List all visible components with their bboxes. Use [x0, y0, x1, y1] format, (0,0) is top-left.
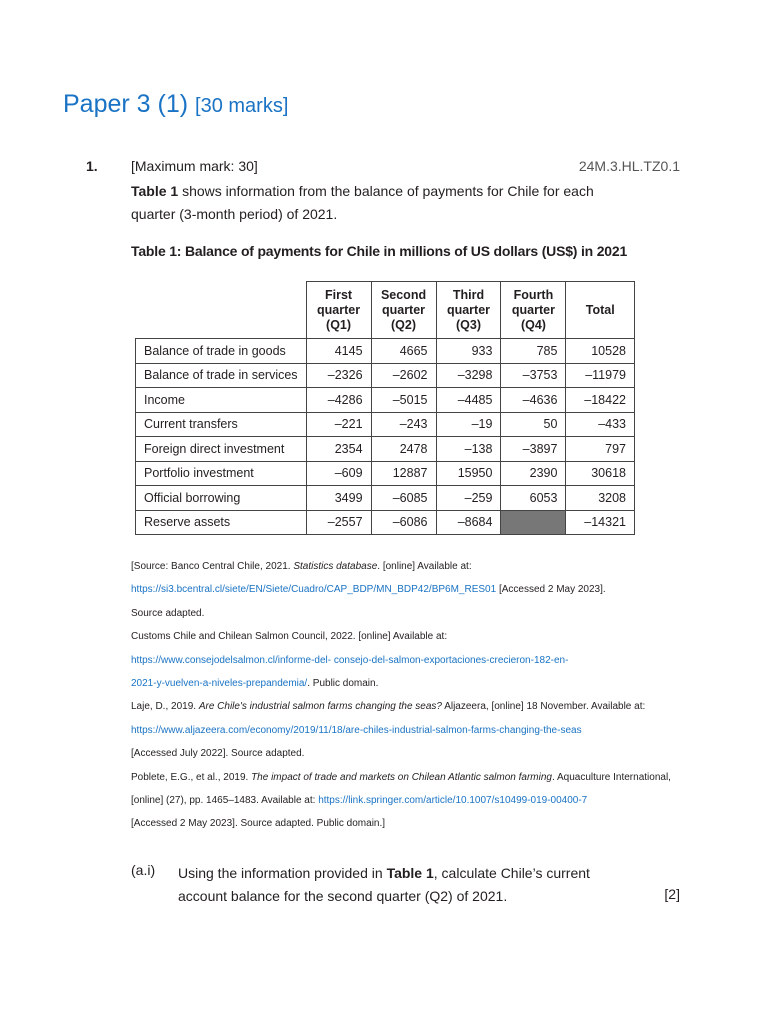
header-q3-line2: quarter	[446, 302, 491, 317]
cell-q2: –6085	[371, 486, 436, 511]
cell-q3: 933	[436, 339, 501, 364]
source-text: [Accessed 2 May 2023].	[496, 584, 606, 596]
row-label: Balance of trade in services	[136, 363, 307, 388]
cell-q4: –4636	[501, 388, 566, 413]
source-link[interactable]: https://www.aljazeera.com/economy/2019/11/18/are-chiles-industrial-salmon-farms-changing-the-seas	[131, 724, 582, 736]
maximum-mark: [Maximum mark: 30]	[131, 158, 258, 174]
table-reference: Table 1	[131, 183, 179, 199]
intro-text: shows information from the balance of payments for Chile for each quarter (3-month period) of 2021.	[131, 183, 594, 222]
cell-q2: –2602	[371, 363, 436, 388]
source-text: Aljazeera, [online] 18 November. Available at:	[441, 701, 646, 713]
source-line	[131, 695, 691, 718]
cell-q1: 3499	[306, 486, 371, 511]
cell-total: –11979	[566, 363, 635, 388]
question-number: 1.	[86, 158, 98, 174]
table-header-row	[136, 282, 635, 339]
cell-total: –18422	[566, 388, 635, 413]
cell-q1: –2326	[306, 363, 371, 388]
row-label: Balance of trade in goods	[136, 339, 307, 364]
cell-q1: –221	[306, 412, 371, 437]
source-text: Poblete, E.G., et al., 2019.	[131, 771, 252, 783]
header-q1	[306, 282, 371, 339]
cell-total: 797	[566, 437, 635, 462]
row-label: Current transfers	[136, 412, 307, 437]
header-q1-line3: (Q1)	[326, 317, 352, 332]
part-table-reference: Table 1	[386, 865, 434, 881]
source-line	[131, 742, 691, 765]
source-link[interactable]: 2021-y-vuelven-a-niveles-prepandemia/	[131, 678, 308, 690]
cell-q1: –2557	[306, 510, 371, 535]
source-text: . Aquaculture International,	[551, 771, 671, 783]
source-line	[131, 649, 691, 672]
source-line	[131, 602, 691, 625]
cell-q4: 50	[501, 412, 566, 437]
header-q4-line2: quarter	[511, 302, 555, 317]
header-q2-line2: quarter	[381, 302, 426, 317]
cell-q4: 6053	[501, 486, 566, 511]
source-italic: Statistics database	[293, 561, 378, 572]
table-row	[136, 510, 635, 535]
source-link[interactable]: https://link.springer.com/article/10.1007/s10499-019-00400-7	[318, 795, 588, 807]
question-intro	[131, 180, 631, 226]
source-italic: The impact of trade and markets on Chilean Atlantic salmon farming	[251, 771, 552, 783]
row-label: Reserve assets	[136, 510, 307, 535]
header-total	[566, 282, 635, 339]
source-text: Source adapted.	[131, 607, 205, 619]
cell-q4: –3753	[501, 363, 566, 388]
cell-total: 3208	[566, 486, 635, 511]
cell-q1: 2354	[306, 437, 371, 462]
table-row	[136, 461, 635, 486]
header-q2-line3: (Q2)	[391, 317, 417, 332]
source-text: [online] (27), pp. 1465–1483. Available at:	[131, 795, 319, 807]
header-q4	[501, 282, 566, 339]
source-italic: Are Chile's industrial salmon farms changing the seas?	[198, 701, 442, 713]
header-q1-line2: quarter	[317, 302, 361, 317]
cell-q4-shaded	[501, 510, 566, 535]
cell-total: –14321	[566, 510, 635, 535]
source-text: [Accessed 2 May 2023]. Source adapted. Public domain.]	[131, 818, 386, 830]
source-text: . Public domain.	[307, 678, 379, 690]
cell-q4: –3897	[501, 437, 566, 462]
table-row	[136, 388, 635, 413]
source-line	[131, 672, 691, 695]
source-line	[131, 766, 691, 789]
header-q2	[371, 282, 436, 339]
question-code: 24M.3.HL.TZ0.1	[578, 158, 680, 174]
table-row	[136, 486, 635, 511]
cell-q3: –19	[436, 412, 501, 437]
header-q1-line1: First	[325, 287, 353, 302]
cell-q3: 15950	[436, 461, 501, 486]
paper-title-text: Paper 3 (1)	[63, 90, 189, 118]
cell-q2: –243	[371, 412, 436, 437]
cell-q2: 2478	[371, 437, 436, 462]
row-label: Foreign direct investment	[136, 437, 307, 462]
source-line	[131, 812, 691, 835]
row-label: Official borrowing	[136, 486, 307, 511]
cell-q3: –4485	[436, 388, 501, 413]
row-label: Income	[136, 388, 307, 413]
cell-q4: 2390	[501, 461, 566, 486]
source-text: . [online] Available at:	[377, 561, 472, 572]
header-q4-line3: (Q4)	[520, 317, 546, 332]
header-blank-cell	[136, 282, 307, 339]
source-text: [Source: Banco Central Chile, 2021.	[131, 561, 294, 572]
cell-q1: –609	[306, 461, 371, 486]
source-line	[131, 625, 691, 648]
cell-q3: –3298	[436, 363, 501, 388]
source-link[interactable]: https://www.consejodelsalmon.cl/informe-del- consejo-del-salmon-exportaciones-crecieron-182-en-	[131, 654, 569, 666]
cell-total: 30618	[566, 461, 635, 486]
header-q3-line3: (Q3)	[455, 317, 481, 332]
table-row	[136, 363, 635, 388]
source-line	[131, 789, 691, 812]
sources-block	[131, 555, 691, 836]
header-q3-line1: Third	[452, 287, 485, 302]
source-text: Customs Chile and Chilean Salmon Council, 2022. [online] Available at:	[131, 631, 448, 643]
source-link[interactable]: https://si3.bcentral.cl/siete/EN/Siete/Cuadro/CAP_BDP/MN_BDP42/BP6M_RES01	[131, 584, 497, 596]
cell-q1: 4145	[306, 339, 371, 364]
balance-of-payments-table	[135, 281, 635, 535]
part-marks: [2]	[664, 886, 680, 902]
part-question-text	[178, 862, 598, 908]
source-line	[131, 719, 691, 742]
part-text: , calculate Chile’s current account balance for the second quarter (Q2) of 2021.	[178, 865, 590, 904]
paper-total-marks: [30 marks]	[195, 95, 289, 117]
cell-q2: 4665	[371, 339, 436, 364]
cell-q2: –6086	[371, 510, 436, 535]
table-row	[136, 412, 635, 437]
paper-title	[63, 90, 288, 119]
source-text: [Accessed July 2022]. Source adapted.	[131, 748, 305, 760]
part-text: Using the information provided in	[178, 865, 387, 881]
table-row	[136, 339, 635, 364]
cell-total: –433	[566, 412, 635, 437]
header-q4-line1: Fourth	[513, 287, 554, 302]
cell-q2: –5015	[371, 388, 436, 413]
table-caption: Table 1: Balance of payments for Chile in millions of US dollars (US$) in 2021	[131, 243, 628, 259]
header-q3	[436, 282, 501, 339]
header-q2-line1: Second	[380, 287, 427, 302]
source-text: Laje, D., 2019.	[131, 701, 199, 713]
part-label: (a.i)	[131, 862, 156, 878]
source-line	[131, 555, 691, 578]
cell-total: 10528	[566, 339, 635, 364]
source-line	[131, 578, 691, 601]
cell-q2: 12887	[371, 461, 436, 486]
cell-q4: 785	[501, 339, 566, 364]
cell-q3: –259	[436, 486, 501, 511]
table-row	[136, 437, 635, 462]
header-total-label: Total	[585, 302, 615, 317]
cell-q3: –138	[436, 437, 501, 462]
row-label: Portfolio investment	[136, 461, 307, 486]
cell-q3: –8684	[436, 510, 501, 535]
cell-q1: –4286	[306, 388, 371, 413]
